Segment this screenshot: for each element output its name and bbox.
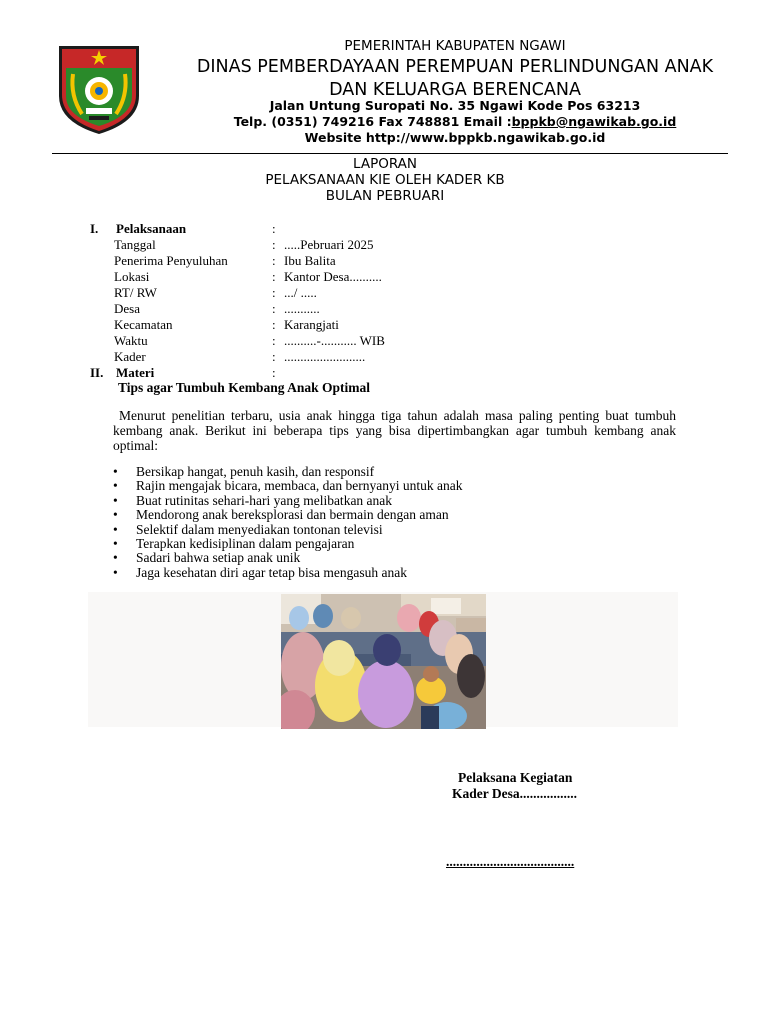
- field-label: Desa: [114, 301, 140, 316]
- field-value: Karangjati: [284, 317, 339, 332]
- list-item: [113, 536, 673, 550]
- report-title: LAPORAN: [353, 156, 417, 172]
- regency-emblem-logo: [56, 44, 142, 136]
- bullet-icon: •: [113, 550, 118, 566]
- field-value: ..........-........... WIB: [284, 333, 385, 348]
- list-item: [113, 493, 673, 507]
- field-label: Kader: [114, 349, 146, 364]
- field-value: ...........: [284, 301, 320, 316]
- field-row-desa: [90, 301, 710, 317]
- bullet-icon: •: [113, 478, 118, 494]
- colon: :: [272, 333, 276, 348]
- tip-text: Buat rutinitas sehari-hari yang melibatkan anak: [136, 492, 393, 508]
- section-title: Pelaksanaan: [116, 221, 187, 236]
- bullet-icon: •: [113, 521, 118, 537]
- colon: :: [272, 317, 276, 332]
- signature-name-line: ......................................: [446, 854, 575, 869]
- letterhead-government: PEMERINTAH KABUPATEN NGAWI: [344, 38, 566, 54]
- bullet-icon: •: [113, 507, 118, 523]
- field-label: Penerima Penyuluhan: [114, 253, 228, 268]
- tip-text: Terapkan kedisiplinan dalam pengajaran: [136, 535, 355, 551]
- colon: :: [272, 365, 276, 380]
- tip-text: Bersikap hangat, penuh kasih, dan responsif: [136, 464, 375, 479]
- bullet-icon: •: [113, 464, 118, 479]
- tip-text: Sadari bahwa setiap anak unik: [136, 550, 301, 566]
- field-label: Waktu: [114, 333, 148, 348]
- section-number: II.: [90, 365, 104, 380]
- field-label: Kecamatan: [114, 317, 173, 332]
- field-value: Kantor Desa..........: [284, 269, 382, 284]
- field-label: Lokasi: [114, 269, 150, 284]
- letterhead-agency-line1: DINAS PEMBERDAYAAN PEREMPUAN PERLINDUNGAN ANAK: [196, 57, 714, 77]
- letterhead-agency-line2: DAN KELUARGA BERENCANA: [329, 80, 581, 100]
- field-row-lokasi: [90, 269, 710, 285]
- field-value: .....Pebruari 2025: [284, 237, 374, 252]
- header-divider: [52, 153, 728, 154]
- report-subtitle: PELAKSANAAN KIE OLEH KADER KB: [265, 172, 505, 188]
- field-row-waktu: [90, 333, 710, 349]
- colon: :: [272, 301, 276, 316]
- materi-subtitle: Tips agar Tumbuh Kembang Anak Optimal: [118, 380, 370, 395]
- email-link[interactable]: bppkb@ngawikab.go.id: [511, 114, 677, 129]
- list-item: [113, 522, 673, 536]
- colon: :: [272, 285, 276, 300]
- bullet-icon: •: [113, 492, 118, 508]
- colon: :: [272, 269, 276, 284]
- materi-paragraph: Menurut penelitian terbaru, usia anak hingga tiga tahun adalah masa paling penting buat tumbuh kembang anak. Berikut ini beberapa tips yang bisa dipertimbangkan agar tumbuh kembang anak optimal:: [113, 408, 676, 453]
- field-label: Tanggal: [114, 237, 156, 252]
- contact-phone-fax: Telp. (0351) 749216 Fax 748881 Email :: [233, 114, 512, 129]
- field-row-penerima: [90, 253, 710, 269]
- colon: :: [272, 253, 276, 268]
- signature-role: Pelaksana Kegiatan: [458, 770, 573, 785]
- field-value: .../ .....: [284, 285, 317, 300]
- tip-text: Mendorong anak bereksplorasi dan bermain dengan aman: [136, 507, 449, 523]
- bullet-icon: •: [113, 535, 118, 551]
- list-item: [113, 478, 673, 492]
- letterhead-contact: [150, 114, 760, 129]
- report-month: BULAN PEBRUARI: [325, 188, 445, 204]
- field-row-kecamatan: [90, 317, 710, 333]
- letterhead-website: Website http://www.bppkb.ngawikab.go.id: [304, 130, 606, 145]
- colon: :: [272, 221, 276, 236]
- tip-text: Jaga kesehatan diri agar tetap bisa mengasuh anak: [136, 564, 408, 580]
- field-label: RT/ RW: [114, 285, 157, 300]
- section-heading-pelaksanaan: [90, 221, 710, 237]
- tip-text: Selektif dalam menyediakan tontonan televisi: [136, 521, 383, 537]
- section-number: I.: [90, 221, 99, 236]
- list-item: [113, 565, 673, 579]
- section-heading-materi: [90, 365, 710, 381]
- letterhead-address: Jalan Untung Suropati No. 35 Ngawi Kode Pos 63213: [269, 98, 641, 113]
- tips-list: [113, 464, 673, 579]
- bullet-icon: •: [113, 564, 118, 580]
- list-item: [113, 507, 673, 521]
- tip-text: Rajin mengajak bicara, membaca, dan bernyanyi untuk anak: [136, 478, 463, 494]
- field-row-tanggal: [90, 237, 710, 253]
- field-row-rtrw: [90, 285, 710, 301]
- colon: :: [272, 237, 276, 252]
- field-row-kader: [90, 349, 710, 365]
- colon: :: [272, 349, 276, 364]
- activity-photo: [281, 594, 486, 729]
- list-item: [113, 550, 673, 564]
- signature-title: Kader Desa.................: [452, 786, 577, 801]
- section-title: Materi: [116, 365, 155, 380]
- field-value: .........................: [284, 349, 366, 364]
- field-value: Ibu Balita: [284, 253, 336, 268]
- list-item: [113, 464, 673, 478]
